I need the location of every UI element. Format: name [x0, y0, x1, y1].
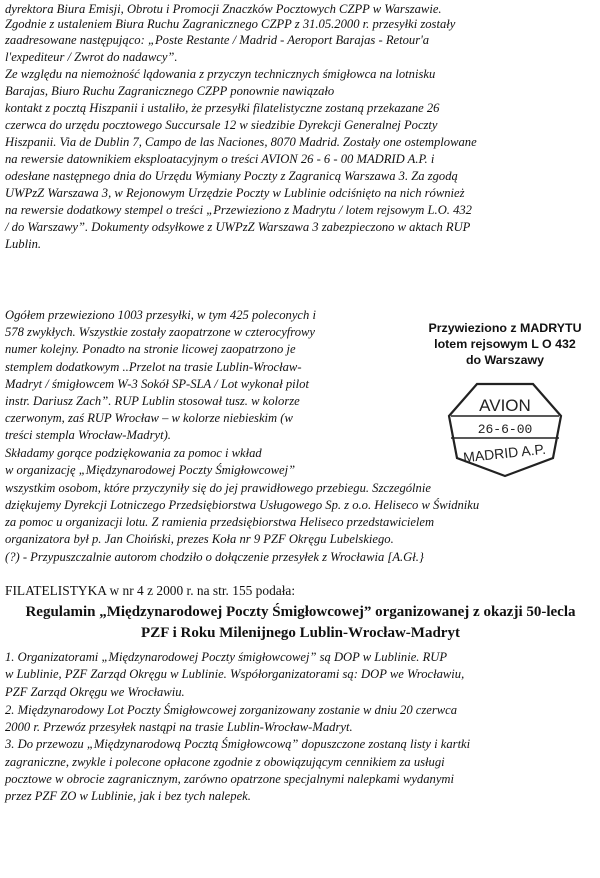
- text-line: na rewersie dodatkowy stempel o treści „Przewieziono z Madrytu / lotem rejsowym L.O. 432: [5, 203, 472, 217]
- text-line: (?) - Przypuszczalnie autorom chodziło o dołączenie przesyłek z Wrocławia [A.Gł.}: [5, 550, 424, 564]
- postmark-date: 26-6-00: [477, 422, 533, 437]
- text-line: na rewersie datownikiem eksploatacyjnym o treści AVION 26 - 6 - 00 MADRID A.P. i: [5, 152, 435, 166]
- rule-line: pocztowe w obrocie zagranicznym, zarówno opatrzone specjalnymi nalepkami wydanymi: [5, 772, 455, 786]
- rule-line: przez PZF ZO w Lublinie, jak i bez tych nalepek.: [5, 789, 251, 803]
- text-line: Hiszpanii. Via de Dublin 7, Campo de las Naciones, 8070 Madrid. Zostały one ostemplowane: [5, 135, 477, 149]
- rule-line: 3. Do przewozu „Międzynarodową Pocztą Śmigłowcową” dopuszczone zostaną listy i kartki: [5, 737, 471, 751]
- text-line: czerwca do urzędu pocztowego Succursale 12 w siedzibie Dyrekcji Generalnej Poczty: [5, 118, 438, 132]
- text-line: dyrektora Biura Emisji, Obrotu i Promocji Znaczków Pocztowych CZPP w Warszawie.: [5, 2, 442, 16]
- text-line: 578 zwykłych. Wszystkie zostały zaopatrzone w czterocyfrowy: [5, 325, 316, 339]
- postmark-top-text: AVION: [479, 396, 531, 415]
- postmark-icon: [415, 372, 595, 482]
- text-line: w organizację „Międzynarodowej Poczty Śmigłowcowej”: [5, 463, 296, 477]
- text-line: stemplem dodatkowym ..Przelot na trasie Lublin-Wrocław-: [5, 360, 302, 374]
- rule-line: PZF Zarząd Okręgu we Wrocławiu.: [5, 685, 185, 699]
- text-line: dziękujemy Dyrekcji Lotniczego Przedsiębiorstwa Usługowego Sp. z o.o. Heliseco w Świdniku: [5, 498, 480, 512]
- rule-line: zagraniczne, zwykle i polecone opłacone zgodnie z obowiązującym cennikiem za usługi: [5, 755, 445, 769]
- text-line: zaadresowane następująco: „Poste Restante / Madrid - Aeroport Barajas - Retour'a: [5, 33, 430, 47]
- rule-line: 1. Organizatorami „Międzynarodowej Poczty śmigłowcowej” są DOP w Lublinie. RUP: [5, 650, 448, 664]
- rule-line: w Lublinie, PZF Zarząd Okręgu w Lublinie. Współorganizatorami są: DOP we Wrocławiu,: [5, 667, 465, 681]
- section-intro: FILATELISTYKA w nr 4 z 2000 r. na str. 155 podała:: [5, 583, 296, 598]
- text-line: UWPzZ Warszawa 3, w Rejonowym Urzędzie Poczty w Lublinie odciśnięto na nich również: [5, 186, 465, 200]
- postmark-bottom-text: MADRID A.P.: [462, 440, 547, 466]
- text-line: l'expediteur / Zwrot do nadawcy”.: [5, 50, 178, 64]
- text-line: Lublin.: [5, 237, 42, 251]
- text-line: za pomoc u organizacji lotu. Z ramienia przedsiębiorstwa Heliseco przedstawicielem: [5, 515, 435, 529]
- text-line: numer kolejny. Ponadto na stronie licowej zaopatrzono je: [5, 342, 296, 356]
- text-line: czerwonym, zaś RUP Wrocław – w kolorze niebieskim (w: [5, 411, 293, 425]
- regulation-title-line-2: PZF i Roku Milenijnego Lublin-Wrocław-Madryt: [141, 625, 460, 641]
- text-line: Barajas, Biuro Ruchu Zagranicznego CZPP ponownie nawiązało: [5, 84, 335, 98]
- text-line: wszystkim osobom, które przyczyniły się do jej prawidłowego przebiegu. Szczególnie: [5, 481, 431, 495]
- text-line: treści stempla Wrocław-Madryt).: [5, 428, 171, 442]
- text-line: / do Warszawy”. Dokumenty odsyłkowe z UWPzZ Warszawa 3 zabezpieczono w aktach RUP: [5, 220, 471, 234]
- text-line: instr. Dariusz Zach”. RUP Lublin stosował tusz. w kolorze: [5, 394, 300, 408]
- text-line: Składamy gorące podziękowania za pomoc i wkład: [5, 446, 262, 460]
- text-line: organizatora był p. Jan Choiński, prezes Koła nr 9 PZF Okręgu Lubelskiego.: [5, 532, 394, 546]
- text-line: Ze względu na niemożność lądowania z przyczyn technicznych śmigłowca na lotnisku: [5, 67, 436, 81]
- stamp-figure: [415, 320, 595, 486]
- text-line: kontakt z pocztą Hiszpanii i ustaliło, że przesyłki filatelistyczne zostaną przekazane 26: [5, 101, 440, 115]
- regulation-title-line-1: Regulamin „Międzynarodowej Poczty Śmigłowcowej” organizowanej z okazji 50-lecla: [25, 604, 576, 620]
- rule-line: 2. Międzynarodowy Lot Poczty Śmigłowcowej zorganizowany zostanie w dniu 20 czerwca: [5, 703, 458, 717]
- text-line: Ogółem przewieziono 1003 przesyłki, w tym 425 poleconych i: [5, 308, 316, 322]
- text-line: Madryt / śmigłowcem W-3 Sokół SP-SLA / Lot wykonał pilot: [5, 377, 309, 391]
- text-line: odesłane następnego dnia do Urzędu Wymiany Poczty z Zagranicą Warszawa 3. Za zgodą: [5, 169, 458, 183]
- rule-line: 2000 r. Przewóz przesyłek nastąpi na trasie Lublin-Wrocław-Madryt.: [5, 720, 353, 734]
- stamp-caption-line: lotem rejsowym L O 432: [434, 337, 576, 351]
- stamp-caption-line: do Warszawy: [465, 353, 545, 367]
- stamp-caption-line: Przywieziono z MADRYTU: [428, 321, 582, 335]
- text-line: Zgodnie z ustaleniem Biura Ruchu Zagranicznego CZPP z 31.05.2000 r. przesyłki zostały: [5, 17, 456, 31]
